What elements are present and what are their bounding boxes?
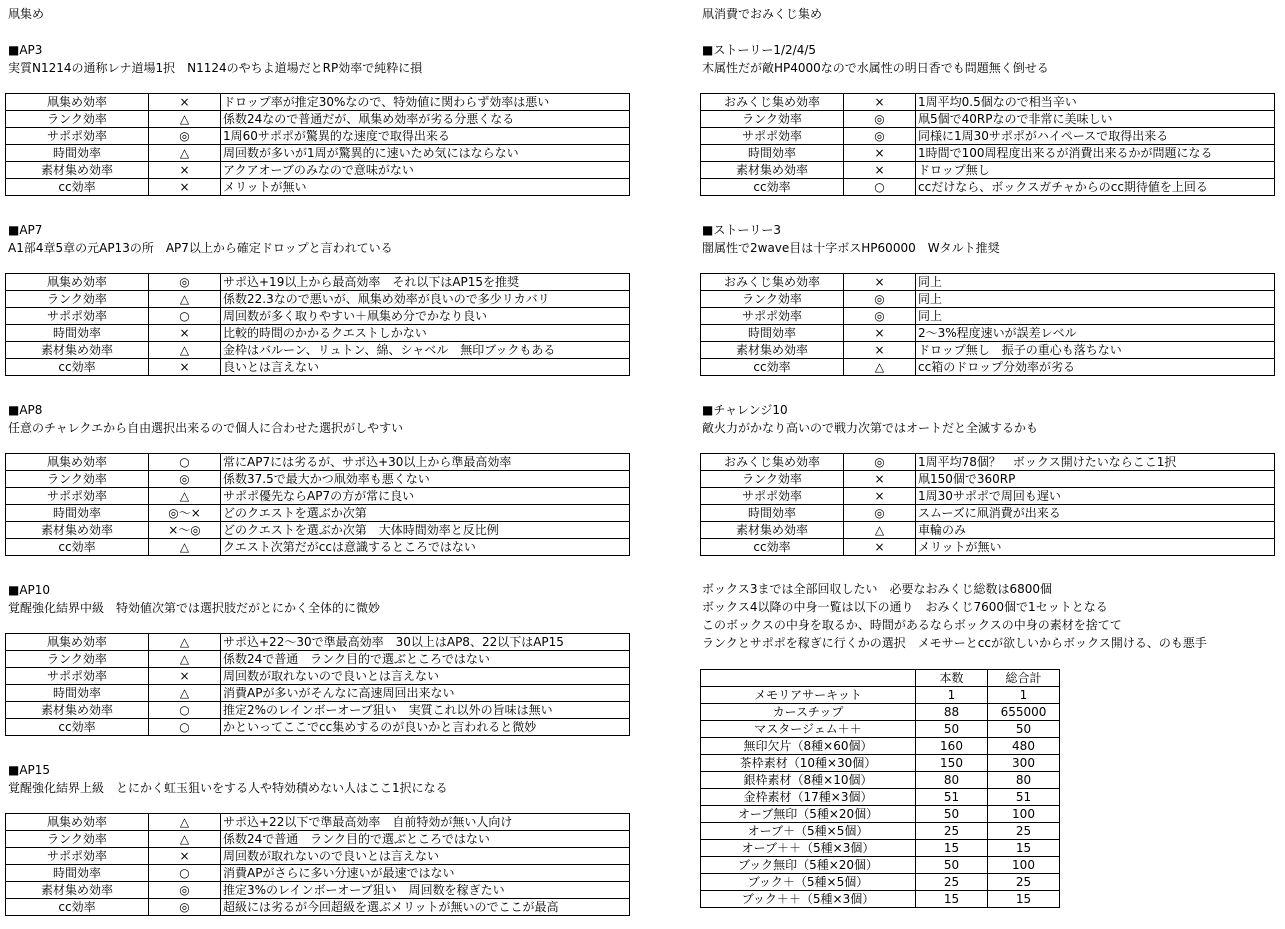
table-row bbox=[6, 308, 630, 325]
metric-cell: 素材集め効率 bbox=[701, 162, 844, 179]
total-cell: 300 bbox=[988, 755, 1060, 772]
comment-cell: サポポ優先ならAP7の方が常に良い bbox=[221, 488, 630, 505]
eval-table-ap3 bbox=[5, 93, 630, 196]
section-heading: ■AP7 bbox=[8, 223, 43, 237]
left-title: 凧集め bbox=[8, 7, 45, 21]
metric-cell: ランク効率 bbox=[6, 651, 149, 668]
table-row bbox=[6, 359, 630, 376]
metric-cell: サポポ効率 bbox=[701, 308, 844, 325]
comment-cell: 周回数が取れないので良いとは言えない bbox=[221, 668, 630, 685]
metric-cell: 時間効率 bbox=[6, 145, 149, 162]
comment-cell: 1時間で100周程度出来るが消費出来るかが問題になる bbox=[916, 145, 1275, 162]
comment-cell: 消費APがさらに多い分速いが最速ではない bbox=[221, 865, 630, 882]
count-cell: 50 bbox=[916, 721, 988, 738]
table-row bbox=[701, 522, 1275, 539]
comment-cell: クエスト次第だがccは意識するところではない bbox=[221, 539, 630, 556]
metric-cell: cc効率 bbox=[6, 899, 149, 916]
table-row bbox=[6, 94, 630, 111]
metric-cell: ランク効率 bbox=[6, 111, 149, 128]
rating-cell: ◎ bbox=[844, 291, 916, 308]
comment-cell: 同上 bbox=[916, 308, 1275, 325]
comment-cell: 推定3%のレインボーオーブ狙い 周回数を稼ぎたい bbox=[221, 882, 630, 899]
metric-cell: 素材集め効率 bbox=[6, 702, 149, 719]
table-row bbox=[701, 755, 1060, 772]
metric-cell: おみくじ集め効率 bbox=[701, 274, 844, 291]
box-note: ボックス4以降の中身一覧は以下の通り おみくじ7600個で1セットとなる bbox=[702, 600, 1108, 614]
rating-cell: ○ bbox=[149, 719, 221, 736]
table-row bbox=[6, 342, 630, 359]
eval-table-ap8 bbox=[5, 453, 630, 556]
table-row bbox=[6, 634, 630, 651]
metric-cell: 時間効率 bbox=[701, 325, 844, 342]
comment-cell: スムーズに凧消費が出来る bbox=[916, 505, 1275, 522]
metric-cell: 凧集め効率 bbox=[6, 454, 149, 471]
comment-cell: 良いとは言えない bbox=[221, 359, 630, 376]
item-cell: マスタージェム＋＋ bbox=[701, 721, 916, 738]
table-row bbox=[6, 454, 630, 471]
metric-cell: サポポ効率 bbox=[6, 668, 149, 685]
table-row bbox=[6, 522, 630, 539]
table-row bbox=[6, 471, 630, 488]
table-row bbox=[6, 128, 630, 145]
comment-cell: サポ込+19以上から最高効率 それ以下はAP15を推奨 bbox=[221, 274, 630, 291]
header-cell: 総合計 bbox=[988, 670, 1060, 687]
table-row bbox=[6, 882, 630, 899]
table-row bbox=[6, 179, 630, 196]
rating-cell: ◎～× bbox=[149, 505, 221, 522]
count-cell: 80 bbox=[916, 772, 988, 789]
total-cell: 15 bbox=[988, 840, 1060, 857]
comment-cell: 周回数が取れないので良いとは言えない bbox=[221, 848, 630, 865]
table-row bbox=[701, 721, 1060, 738]
table-row bbox=[701, 342, 1275, 359]
metric-cell: 素材集め効率 bbox=[6, 522, 149, 539]
table-row bbox=[701, 128, 1275, 145]
table-row bbox=[701, 738, 1060, 755]
metric-cell: cc効率 bbox=[701, 359, 844, 376]
comment-cell: 同様に1周30サポポがハイペースで取得出来る bbox=[916, 128, 1275, 145]
header-cell: 本数 bbox=[916, 670, 988, 687]
rating-cell: △ bbox=[149, 814, 221, 831]
rating-cell: ◎ bbox=[149, 128, 221, 145]
item-cell: オーブ＋（5種×5個） bbox=[701, 823, 916, 840]
rating-cell: ◎ bbox=[844, 128, 916, 145]
table-row bbox=[701, 145, 1275, 162]
rating-cell: ○ bbox=[844, 179, 916, 196]
comment-cell: 周回数が多く取りやすい＋凧集め分でかなり良い bbox=[221, 308, 630, 325]
count-cell: 15 bbox=[916, 840, 988, 857]
metric-cell: cc効率 bbox=[6, 719, 149, 736]
comment-cell: 比較的時間のかかるクエストしかない bbox=[221, 325, 630, 342]
count-cell: 88 bbox=[916, 704, 988, 721]
comment-cell: どのクエストを選ぶか次第 大体時間効率と反比例 bbox=[221, 522, 630, 539]
rating-cell: △ bbox=[149, 831, 221, 848]
table-row bbox=[701, 772, 1060, 789]
table-row bbox=[701, 274, 1275, 291]
section-note: 任意のチャレクエから自由選択出来るので個人に合わせた選択がしやすい bbox=[8, 421, 404, 435]
total-cell: 480 bbox=[988, 738, 1060, 755]
comment-cell: 同上 bbox=[916, 274, 1275, 291]
metric-cell: ランク効率 bbox=[6, 291, 149, 308]
table-row bbox=[701, 874, 1060, 891]
section-note: 敵火力がかなり高いので戦力次第ではオートだと全滅するかも bbox=[702, 421, 1039, 435]
total-cell: 50 bbox=[988, 721, 1060, 738]
rating-cell: ◎ bbox=[844, 454, 916, 471]
metric-cell: ランク効率 bbox=[701, 111, 844, 128]
rating-cell: ◎ bbox=[149, 899, 221, 916]
metric-cell: 時間効率 bbox=[6, 505, 149, 522]
comment-cell: 係数24なので普通だが、凧集め効率が劣る分悪くなる bbox=[221, 111, 630, 128]
metric-cell: サポポ効率 bbox=[6, 128, 149, 145]
rating-cell: △ bbox=[149, 685, 221, 702]
total-cell: 100 bbox=[988, 806, 1060, 823]
count-cell: 160 bbox=[916, 738, 988, 755]
comment-cell: メリットが無い bbox=[221, 179, 630, 196]
rating-cell: × bbox=[844, 94, 916, 111]
table-row bbox=[6, 814, 630, 831]
metric-cell: 素材集め効率 bbox=[701, 342, 844, 359]
item-cell: ブック＋＋（5種×3個） bbox=[701, 891, 916, 908]
rating-cell: △ bbox=[149, 342, 221, 359]
total-cell: 100 bbox=[988, 857, 1060, 874]
rating-cell: ◎ bbox=[149, 882, 221, 899]
item-cell: 無印欠片（8種×60個） bbox=[701, 738, 916, 755]
total-cell: 655000 bbox=[988, 704, 1060, 721]
eval-table-ap10 bbox=[5, 633, 630, 736]
comment-cell: 係数22.3なので悪いが、凧集め効率が良いので多少リカバリ bbox=[221, 291, 630, 308]
table-row bbox=[6, 488, 630, 505]
table-row bbox=[6, 325, 630, 342]
rating-cell: △ bbox=[149, 539, 221, 556]
metric-cell: 時間効率 bbox=[701, 145, 844, 162]
section-heading: ■AP15 bbox=[8, 763, 51, 777]
table-row bbox=[701, 359, 1275, 376]
count-cell: 50 bbox=[916, 857, 988, 874]
metric-cell: 素材集め効率 bbox=[6, 882, 149, 899]
metric-cell: ランク効率 bbox=[6, 471, 149, 488]
comment-cell: ドロップ率が推定30%なので、特効値に関わらず効率は悪い bbox=[221, 94, 630, 111]
rating-cell: × bbox=[149, 668, 221, 685]
comment-cell: かといってここでcc集めするのが良いかと言われると微妙 bbox=[221, 719, 630, 736]
metric-cell: cc効率 bbox=[6, 179, 149, 196]
rating-cell: × bbox=[149, 325, 221, 342]
eval-table-story-1245 bbox=[700, 93, 1275, 196]
metric-cell: 時間効率 bbox=[701, 505, 844, 522]
table-row bbox=[6, 274, 630, 291]
rating-cell: × bbox=[844, 162, 916, 179]
rating-cell: △ bbox=[149, 145, 221, 162]
comment-cell: 係数24で普通 ランク目的で選ぶところではない bbox=[221, 651, 630, 668]
metric-cell: サポポ効率 bbox=[701, 128, 844, 145]
rating-cell: △ bbox=[149, 291, 221, 308]
right-title: 凧消費でおみくじ集め bbox=[702, 7, 823, 21]
metric-cell: ランク効率 bbox=[6, 831, 149, 848]
rating-cell: △ bbox=[149, 651, 221, 668]
metric-cell: おみくじ集め効率 bbox=[701, 94, 844, 111]
table-row bbox=[701, 857, 1060, 874]
comment-cell: 金枠はバルーン、リュトン、綿、シャベル 無印ブックもある bbox=[221, 342, 630, 359]
comment-cell: サポ込+22以下で準最高効率 自前特効が無い人向け bbox=[221, 814, 630, 831]
eval-table-challenge-10 bbox=[700, 453, 1275, 556]
eval-table-ap7 bbox=[5, 273, 630, 376]
comment-cell: 常にAP7には劣るが、サポ込+30以上から準最高効率 bbox=[221, 454, 630, 471]
header-cell bbox=[701, 670, 916, 687]
table-row bbox=[701, 94, 1275, 111]
item-cell: 茶枠素材（10種×30個） bbox=[701, 755, 916, 772]
metric-cell: cc効率 bbox=[6, 359, 149, 376]
rating-cell: ◎ bbox=[844, 111, 916, 128]
rating-cell: ○ bbox=[149, 454, 221, 471]
item-cell: 金枠素材（17種×3個） bbox=[701, 789, 916, 806]
table-row bbox=[6, 111, 630, 128]
table-row bbox=[701, 179, 1275, 196]
rating-cell: ○ bbox=[149, 308, 221, 325]
comment-cell: 同上 bbox=[916, 291, 1275, 308]
table-row bbox=[701, 454, 1275, 471]
rating-cell: △ bbox=[149, 634, 221, 651]
eval-table-story-3 bbox=[700, 273, 1275, 376]
comment-cell: 1周平均78個？ ボックス開けたいならここ1択 bbox=[916, 454, 1275, 471]
table-row bbox=[701, 291, 1275, 308]
table-row bbox=[701, 704, 1060, 721]
metric-cell: おみくじ集め効率 bbox=[701, 454, 844, 471]
comment-cell: 1周60サポポが驚異的な速度で取得出来る bbox=[221, 128, 630, 145]
box-note: このボックスの中身を取るか、時間があるならボックスの中身の素材を捨てて bbox=[702, 618, 1122, 632]
rating-cell: △ bbox=[844, 359, 916, 376]
rating-cell: ○ bbox=[149, 702, 221, 719]
metric-cell: サポポ効率 bbox=[6, 848, 149, 865]
count-cell: 51 bbox=[916, 789, 988, 806]
metric-cell: 素材集め効率 bbox=[701, 522, 844, 539]
table-row bbox=[701, 687, 1060, 704]
metric-cell: ランク効率 bbox=[701, 291, 844, 308]
box-contents-table bbox=[700, 669, 1060, 908]
box-note: ランクとサポポを稼ぎに行くかの選択 メモサーとccが欲しいからボックス開ける、のも悪手 bbox=[702, 636, 1207, 650]
comment-cell: 係数37.5で最大かつ凧効率も悪くない bbox=[221, 471, 630, 488]
comment-cell: ドロップ無し 振子の重心も落ちない bbox=[916, 342, 1275, 359]
table-row bbox=[701, 505, 1275, 522]
comment-cell: 凧150個で360RP bbox=[916, 471, 1275, 488]
section-heading: ■ストーリー1/2/4/5 bbox=[702, 43, 817, 57]
rating-cell: × bbox=[149, 848, 221, 865]
metric-cell: 時間効率 bbox=[6, 685, 149, 702]
comment-cell: ccだけなら、ボックスガチャからのcc期待値を上回る bbox=[916, 179, 1275, 196]
table-row bbox=[6, 831, 630, 848]
table-row bbox=[6, 899, 630, 916]
rating-cell: ×～◎ bbox=[149, 522, 221, 539]
rating-cell: ◎ bbox=[149, 274, 221, 291]
comment-cell: どのクエストを選ぶか次第 bbox=[221, 505, 630, 522]
comment-cell: アクアオーブのみなので意味がない bbox=[221, 162, 630, 179]
rating-cell: ◎ bbox=[844, 308, 916, 325]
table-row bbox=[6, 865, 630, 882]
comment-cell: ドロップ無し bbox=[916, 162, 1275, 179]
comment-cell: 超級には劣るが今回超級を選ぶメリットが無いのでここが最高 bbox=[221, 899, 630, 916]
metric-cell: サポポ効率 bbox=[6, 308, 149, 325]
comment-cell: 周回数が多いが1周が驚異的に速いため気にはならない bbox=[221, 145, 630, 162]
count-cell: 150 bbox=[916, 755, 988, 772]
count-cell: 25 bbox=[916, 823, 988, 840]
table-row bbox=[701, 539, 1275, 556]
metric-cell: 凧集め効率 bbox=[6, 634, 149, 651]
table-row bbox=[701, 789, 1060, 806]
item-cell: オーブ＋＋（5種×3個） bbox=[701, 840, 916, 857]
section-heading: ■ストーリー3 bbox=[702, 223, 781, 237]
metric-cell: 時間効率 bbox=[6, 325, 149, 342]
table-row bbox=[6, 291, 630, 308]
rating-cell: △ bbox=[844, 522, 916, 539]
metric-cell: cc効率 bbox=[701, 179, 844, 196]
comment-cell: 係数24で普通 ランク目的で選ぶところではない bbox=[221, 831, 630, 848]
table-row bbox=[6, 539, 630, 556]
section-heading: ■AP10 bbox=[8, 583, 51, 597]
rating-cell: × bbox=[149, 94, 221, 111]
section-note: 闇属性で2wave目は十字ボスHP60000 Wタルト推奨 bbox=[702, 241, 1000, 255]
comment-cell: cc箱のドロップ分効率が劣る bbox=[916, 359, 1275, 376]
rating-cell: × bbox=[844, 539, 916, 556]
table-row bbox=[6, 719, 630, 736]
total-cell: 25 bbox=[988, 823, 1060, 840]
rating-cell: × bbox=[844, 488, 916, 505]
comment-cell: 凧5個で40RPなので非常に美味しい bbox=[916, 111, 1275, 128]
section-note: A1部4章5章の元AP13の所 AP7以上から確定ドロップと言われている bbox=[8, 241, 393, 255]
rating-cell: ○ bbox=[149, 865, 221, 882]
table-row bbox=[6, 651, 630, 668]
comment-cell: 推定2%のレインボーオーブ狙い 実質これ以外の旨味は無い bbox=[221, 702, 630, 719]
metric-cell: 素材集め効率 bbox=[6, 162, 149, 179]
rating-cell: × bbox=[844, 145, 916, 162]
section-heading: ■AP8 bbox=[8, 403, 43, 417]
metric-cell: cc効率 bbox=[701, 539, 844, 556]
metric-cell: 凧集め効率 bbox=[6, 274, 149, 291]
metric-cell: サポポ効率 bbox=[701, 488, 844, 505]
rating-cell: × bbox=[844, 325, 916, 342]
item-cell: カースチップ bbox=[701, 704, 916, 721]
table-row bbox=[701, 325, 1275, 342]
table-header-row bbox=[701, 670, 1060, 687]
section-note: 覚醒強化結界上級 とにかく虹玉狙いをする人や特効積めない人はここ1択になる bbox=[8, 781, 448, 795]
table-row bbox=[701, 488, 1275, 505]
total-cell: 51 bbox=[988, 789, 1060, 806]
section-heading: ■AP3 bbox=[8, 43, 43, 57]
count-cell: 25 bbox=[916, 874, 988, 891]
comment-cell: メリットが無い bbox=[916, 539, 1275, 556]
section-note: 実質N1214の通称レナ道場1択 N1124のやちよ道場だとRP効率で純粋に損 bbox=[8, 61, 423, 75]
rating-cell: × bbox=[149, 162, 221, 179]
count-cell: 1 bbox=[916, 687, 988, 704]
table-row bbox=[6, 668, 630, 685]
rating-cell: △ bbox=[149, 488, 221, 505]
table-row bbox=[701, 840, 1060, 857]
total-cell: 1 bbox=[988, 687, 1060, 704]
eval-table-ap15 bbox=[5, 813, 630, 916]
item-cell: 銀枠素材（8種×10個） bbox=[701, 772, 916, 789]
comment-cell: 1周30サポポで周回も遅い bbox=[916, 488, 1275, 505]
rating-cell: × bbox=[149, 179, 221, 196]
section-heading: ■チャレンジ10 bbox=[702, 403, 788, 417]
item-cell: ブック無印（5種×20個） bbox=[701, 857, 916, 874]
total-cell: 15 bbox=[988, 891, 1060, 908]
box-note: ボックス3までは全部回収したい 必要なおみくじ総数は6800個 bbox=[702, 582, 1053, 596]
metric-cell: サポポ効率 bbox=[6, 488, 149, 505]
table-row bbox=[701, 806, 1060, 823]
table-row bbox=[6, 162, 630, 179]
comment-cell: サポ込+22～30で準最高効率 30以上はAP8、22以下はAP15 bbox=[221, 634, 630, 651]
rating-cell: × bbox=[149, 359, 221, 376]
table-row bbox=[6, 145, 630, 162]
table-row bbox=[6, 505, 630, 522]
comment-cell: 車輪のみ bbox=[916, 522, 1275, 539]
section-note: 木属性だが敵HP4000なので水属性の明日香でも問題無く倒せる bbox=[702, 61, 1049, 75]
item-cell: メモリアサーキット bbox=[701, 687, 916, 704]
rating-cell: × bbox=[844, 471, 916, 488]
item-cell: オーブ無印（5種×20個） bbox=[701, 806, 916, 823]
metric-cell: 凧集め効率 bbox=[6, 94, 149, 111]
count-cell: 50 bbox=[916, 806, 988, 823]
table-row bbox=[701, 111, 1275, 128]
table-row bbox=[701, 471, 1275, 488]
rating-cell: ◎ bbox=[844, 505, 916, 522]
table-row bbox=[701, 823, 1060, 840]
metric-cell: 凧集め効率 bbox=[6, 814, 149, 831]
total-cell: 25 bbox=[988, 874, 1060, 891]
rating-cell: × bbox=[844, 274, 916, 291]
rating-cell: ◎ bbox=[149, 471, 221, 488]
metric-cell: 時間効率 bbox=[6, 865, 149, 882]
comment-cell: 2～3%程度速いが誤差レベル bbox=[916, 325, 1275, 342]
rating-cell: △ bbox=[149, 111, 221, 128]
metric-cell: cc効率 bbox=[6, 539, 149, 556]
table-row bbox=[701, 891, 1060, 908]
metric-cell: ランク効率 bbox=[701, 471, 844, 488]
table-row bbox=[701, 162, 1275, 179]
rating-cell: × bbox=[844, 342, 916, 359]
table-row bbox=[701, 308, 1275, 325]
metric-cell: 素材集め効率 bbox=[6, 342, 149, 359]
total-cell: 80 bbox=[988, 772, 1060, 789]
section-note: 覚醒強化結界中級 特効値次第では選択肢だがとにかく全体的に微妙 bbox=[8, 601, 381, 615]
item-cell: ブック＋（5種×5個） bbox=[701, 874, 916, 891]
table-row bbox=[6, 848, 630, 865]
comment-cell: 消費APが多いがそんなに高速周回出来ない bbox=[221, 685, 630, 702]
count-cell: 15 bbox=[916, 891, 988, 908]
table-row bbox=[6, 685, 630, 702]
table-row bbox=[6, 702, 630, 719]
comment-cell: 1周平均0.5個なので相当辛い bbox=[916, 94, 1275, 111]
